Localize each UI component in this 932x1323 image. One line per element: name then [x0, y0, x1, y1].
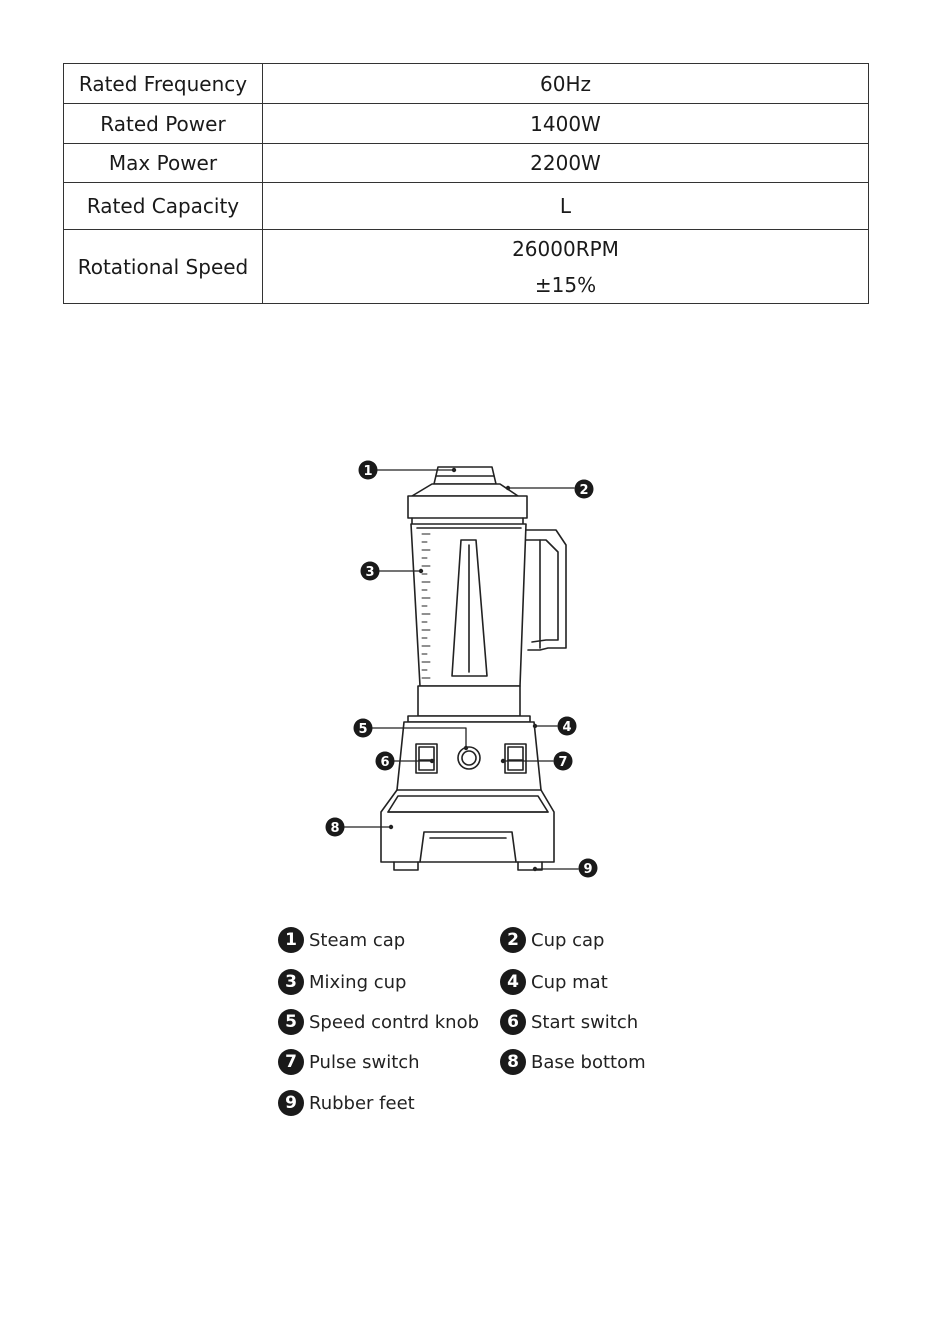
spec-label: Rotational Speed: [64, 230, 263, 304]
legend-number: 9: [278, 1090, 304, 1116]
legend-number: 8: [500, 1049, 526, 1075]
svg-text:2: 2: [579, 483, 589, 498]
spec-row: [64, 183, 869, 230]
legend-label: Steam cap: [309, 929, 406, 951]
legend-label: Mixing cup: [309, 971, 407, 993]
legend-number: 4: [500, 969, 526, 995]
spec-row: [64, 144, 869, 183]
legend-item: [278, 1090, 415, 1116]
legend-item: [500, 969, 608, 995]
parts-legend: [278, 925, 698, 1125]
spec-label: Rated Capacity: [64, 183, 263, 230]
legend-item: [500, 927, 604, 953]
legend-label: Start switch: [531, 1011, 639, 1033]
legend-number: 7: [278, 1049, 304, 1075]
callout-marker: [575, 480, 594, 499]
callout-marker: [354, 719, 373, 738]
callout-marker: [326, 818, 345, 837]
callout-marker: [579, 859, 598, 878]
legend-item: [500, 1009, 638, 1035]
cup-mat-drawing: [408, 686, 530, 722]
specifications-table: [63, 63, 869, 304]
callout-marker: [554, 752, 573, 771]
legend-label: Rubber feet: [309, 1092, 415, 1114]
mixing-cup-drawing: [411, 524, 566, 686]
callout-marker: [359, 461, 378, 480]
svg-text:8: 8: [330, 821, 340, 836]
svg-text:5: 5: [358, 722, 368, 737]
legend-label: Speed contrd knob: [309, 1011, 480, 1033]
legend-item: [500, 1049, 646, 1075]
legend-number: 1: [278, 927, 304, 953]
legend-label: Pulse switch: [309, 1051, 420, 1073]
legend-label: Base bottom: [531, 1051, 646, 1073]
legend-item: [278, 969, 406, 995]
svg-text:4: 4: [562, 720, 572, 735]
legend-label: Cup cap: [531, 929, 605, 951]
svg-text:9: 9: [583, 862, 593, 877]
legend-number: 3: [278, 969, 304, 995]
spec-value-line: 26000RPM: [512, 236, 619, 261]
spec-row: [64, 230, 869, 304]
spec-row: [64, 104, 869, 144]
svg-text:1: 1: [363, 464, 373, 479]
spec-value-line: ±15%: [534, 272, 597, 297]
spec-label: Rated Frequency: [64, 64, 263, 104]
spec-value: L: [263, 183, 869, 230]
blender-diagram: [0, 440, 932, 885]
legend-number: 5: [278, 1009, 304, 1035]
spec-row: [64, 64, 869, 104]
cup-cap-drawing: [408, 484, 527, 524]
spec-value: 60Hz: [263, 64, 869, 104]
base-drawing: [381, 722, 554, 870]
svg-text:3: 3: [365, 565, 375, 580]
legend-item: [278, 927, 405, 953]
legend-item: [278, 1049, 420, 1075]
spec-value: [263, 230, 869, 304]
legend-label: Cup mat: [531, 971, 608, 993]
spec-value: 2200W: [263, 144, 869, 183]
callout-marker: [361, 562, 380, 581]
legend-number: 6: [500, 1009, 526, 1035]
spec-label: Rated Power: [64, 104, 263, 144]
svg-text:7: 7: [558, 755, 568, 770]
legend-number: 2: [500, 927, 526, 953]
svg-text:6: 6: [380, 755, 390, 770]
spec-value: 1400W: [263, 104, 869, 144]
legend-item: [278, 1009, 479, 1035]
callout-marker: [558, 717, 577, 736]
spec-label: Max Power: [64, 144, 263, 183]
callout-marker: [376, 752, 395, 771]
